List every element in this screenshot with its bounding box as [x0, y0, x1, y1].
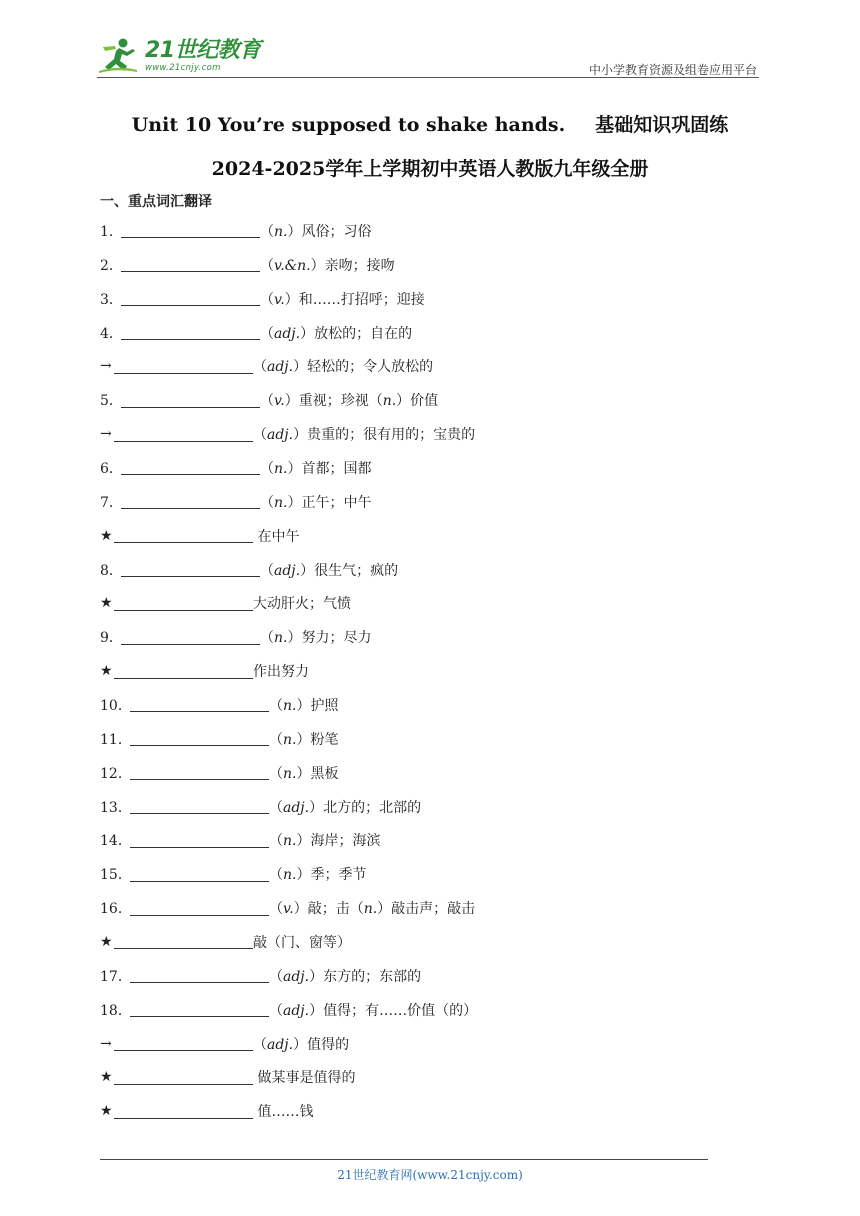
vocab-item: [100, 620, 740, 654]
part-of-speech: v.&n.: [274, 257, 311, 274]
item-definition: （adj.）东方的；东部的: [269, 968, 422, 985]
item-definition: 做某事是值得的: [253, 1070, 356, 1087]
answer-blank[interactable]: [121, 460, 260, 475]
item-definition: （adj.）轻松的；令人放松的: [253, 359, 434, 376]
answer-blank[interactable]: [130, 968, 269, 983]
footer-link[interactable]: 21世纪教育网(www.21cnjy.com): [337, 1168, 523, 1182]
item-marker: ★: [100, 595, 113, 612]
answer-blank[interactable]: [130, 799, 269, 814]
item-definition: （n.）首都；国都: [260, 460, 372, 477]
item-definition: 敲（门、窗等）: [253, 934, 351, 951]
part-of-speech: n.: [382, 393, 397, 410]
item-definition: （adj.）值得；有……价值（的）: [269, 1002, 478, 1019]
item-definition: （adj.）北方的；北部的: [269, 799, 422, 816]
answer-blank[interactable]: [130, 867, 269, 882]
vocab-item: [100, 1060, 740, 1094]
answer-blank[interactable]: [114, 427, 253, 442]
vocab-item: [100, 857, 740, 891]
answer-blank[interactable]: [114, 934, 253, 949]
item-marker: →: [100, 426, 112, 443]
part-of-speech: n.: [283, 867, 297, 884]
item-marker: 8．: [100, 562, 123, 579]
answer-blank[interactable]: [130, 697, 269, 712]
item-definition: （adj.）很生气；疯的: [260, 562, 399, 579]
vocab-item: [100, 925, 740, 959]
item-marker: →: [100, 1035, 112, 1052]
vocab-item: [100, 654, 740, 688]
answer-blank[interactable]: [130, 765, 269, 780]
answer-blank[interactable]: [121, 223, 260, 238]
answer-blank[interactable]: [130, 1002, 269, 1017]
vocab-item: [100, 417, 740, 451]
item-definition: 值……钱: [253, 1104, 314, 1121]
part-of-speech: adj.: [274, 562, 301, 579]
item-definition: 在中午: [253, 528, 300, 545]
title-unit: Unit 10 You’re supposed to shake hands.: [131, 114, 566, 136]
answer-blank[interactable]: [130, 901, 269, 916]
item-marker: 1．: [100, 223, 123, 240]
item-marker: 9．: [100, 630, 123, 647]
part-of-speech: n.: [283, 697, 297, 714]
part-of-speech: n.: [283, 731, 297, 748]
item-marker: 6．: [100, 460, 123, 477]
answer-blank[interactable]: [114, 1036, 253, 1051]
part-of-speech: adj.: [274, 325, 301, 342]
answer-blank[interactable]: [121, 630, 260, 645]
part-of-speech: n.: [274, 630, 288, 647]
item-definition: （adj.）贵重的；很有用的；宝贵的: [253, 427, 476, 444]
part-of-speech: adj.: [283, 799, 310, 816]
part-of-speech: adj.: [267, 1036, 294, 1053]
answer-blank[interactable]: [114, 528, 253, 543]
item-marker: ★: [100, 527, 113, 544]
item-definition: （v.）和……打招呼；迎接: [260, 291, 425, 308]
answer-blank[interactable]: [121, 325, 260, 340]
item-marker: 16．: [100, 901, 132, 918]
part-of-speech: adj.: [283, 1002, 310, 1019]
vocab-item: [100, 519, 740, 553]
answer-blank[interactable]: [121, 291, 260, 306]
item-definition: （n.）努力；尽力: [260, 630, 372, 647]
part-of-speech: n.: [274, 460, 288, 477]
item-marker: 7．: [100, 494, 123, 511]
vocab-item: [100, 1027, 740, 1061]
item-marker: 14．: [100, 833, 132, 850]
item-marker: 15．: [100, 867, 132, 884]
footer-divider: [100, 1159, 708, 1160]
item-definition: （n.）护照: [269, 697, 339, 714]
header-platform-text: 中小学教育资源及组卷应用平台: [588, 63, 757, 77]
answer-blank[interactable]: [114, 359, 253, 374]
vocab-item: [100, 823, 740, 857]
vocab-item: [100, 282, 740, 316]
item-marker: 4．: [100, 325, 123, 342]
item-marker: →: [100, 358, 112, 375]
logo: [97, 36, 261, 76]
answer-blank[interactable]: [130, 731, 269, 746]
part-of-speech: adj.: [283, 968, 310, 985]
title-practice: 基础知识巩固练: [595, 114, 729, 136]
answer-blank[interactable]: [130, 833, 269, 848]
item-definition: （v.）敲；击（n.）敲击声；敲击: [269, 901, 476, 918]
item-marker: ★: [100, 1103, 113, 1120]
item-marker: 11．: [100, 731, 132, 748]
page-header: [97, 30, 759, 78]
vocab-item: [100, 586, 740, 620]
answer-blank[interactable]: [114, 664, 253, 679]
item-definition: （n.）黑板: [269, 765, 339, 782]
item-marker: ★: [100, 1069, 113, 1086]
part-of-speech: v.: [274, 393, 285, 410]
answer-blank[interactable]: [114, 596, 253, 611]
part-of-speech: adj.: [267, 427, 294, 444]
item-marker: 12．: [100, 765, 132, 782]
item-definition: 大动肝火；气愤: [253, 596, 351, 613]
answer-blank[interactable]: [121, 494, 260, 509]
item-definition: （adj.）值得的: [253, 1036, 350, 1053]
vocab-item: [100, 959, 740, 993]
item-marker: 18．: [100, 1002, 132, 1019]
item-marker: 13．: [100, 799, 132, 816]
part-of-speech: n.: [283, 765, 297, 782]
answer-blank[interactable]: [121, 393, 260, 408]
section-heading: 一、重点词汇翻译: [100, 194, 212, 210]
vocab-item: [100, 756, 740, 790]
vocab-item: [100, 485, 740, 519]
vocab-item: [100, 383, 740, 417]
item-definition: （n.）风俗；习俗: [260, 223, 372, 240]
item-definition: （n.）正午；中午: [260, 494, 372, 511]
vocab-item: [100, 248, 740, 282]
item-definition: （n.）粉笔: [269, 731, 339, 748]
answer-blank[interactable]: [121, 562, 260, 577]
part-of-speech: v.: [274, 291, 285, 308]
vocabulary-list: [100, 214, 740, 1128]
answer-blank[interactable]: [114, 1104, 253, 1119]
vocab-item: [100, 891, 740, 925]
item-marker: 10．: [100, 697, 132, 714]
item-marker: ★: [100, 663, 113, 680]
logo-main-text: 21世纪教育: [145, 37, 261, 63]
vocab-item: [100, 688, 740, 722]
answer-blank[interactable]: [121, 257, 260, 272]
document-subtitle: 2024-2025学年上学期初中英语人教版九年级全册: [211, 158, 649, 180]
item-definition: （n.）海岸；海滨: [269, 833, 381, 850]
vocab-item: [100, 214, 740, 248]
item-marker: 17．: [100, 968, 132, 985]
part-of-speech: adj.: [267, 359, 294, 376]
vocab-item: [100, 553, 740, 587]
item-definition: （adj.）放松的；自在的: [260, 325, 413, 342]
vocab-item: [100, 1094, 740, 1128]
document-title: [0, 110, 860, 137]
logo-url-text: www.21cnjy.com: [145, 62, 221, 73]
item-marker: ★: [100, 933, 113, 950]
part-of-speech: n.: [274, 223, 288, 240]
vocab-item: [100, 993, 740, 1027]
part-of-speech: v.: [283, 901, 294, 918]
item-definition: （v.&n.）亲吻；接吻: [260, 257, 395, 274]
item-marker: 2．: [100, 257, 123, 274]
vocab-item: [100, 451, 740, 485]
item-definition: （v.）重视；珍视（n.）价值: [260, 393, 439, 410]
vocab-item: [100, 790, 740, 824]
item-definition: 作出努力: [253, 664, 309, 681]
part-of-speech: n.: [283, 833, 297, 850]
answer-blank[interactable]: [114, 1070, 253, 1085]
item-marker: 3．: [100, 291, 123, 308]
part-of-speech: n.: [274, 494, 288, 511]
item-marker: 5．: [100, 393, 123, 410]
vocab-item: [100, 722, 740, 756]
header-divider: [97, 77, 759, 78]
part-of-speech: n.: [363, 901, 378, 918]
runner-logo-icon: [97, 37, 139, 75]
vocab-item: [100, 316, 740, 350]
vocab-item: [100, 349, 740, 383]
item-definition: （n.）季；季节: [269, 867, 367, 884]
